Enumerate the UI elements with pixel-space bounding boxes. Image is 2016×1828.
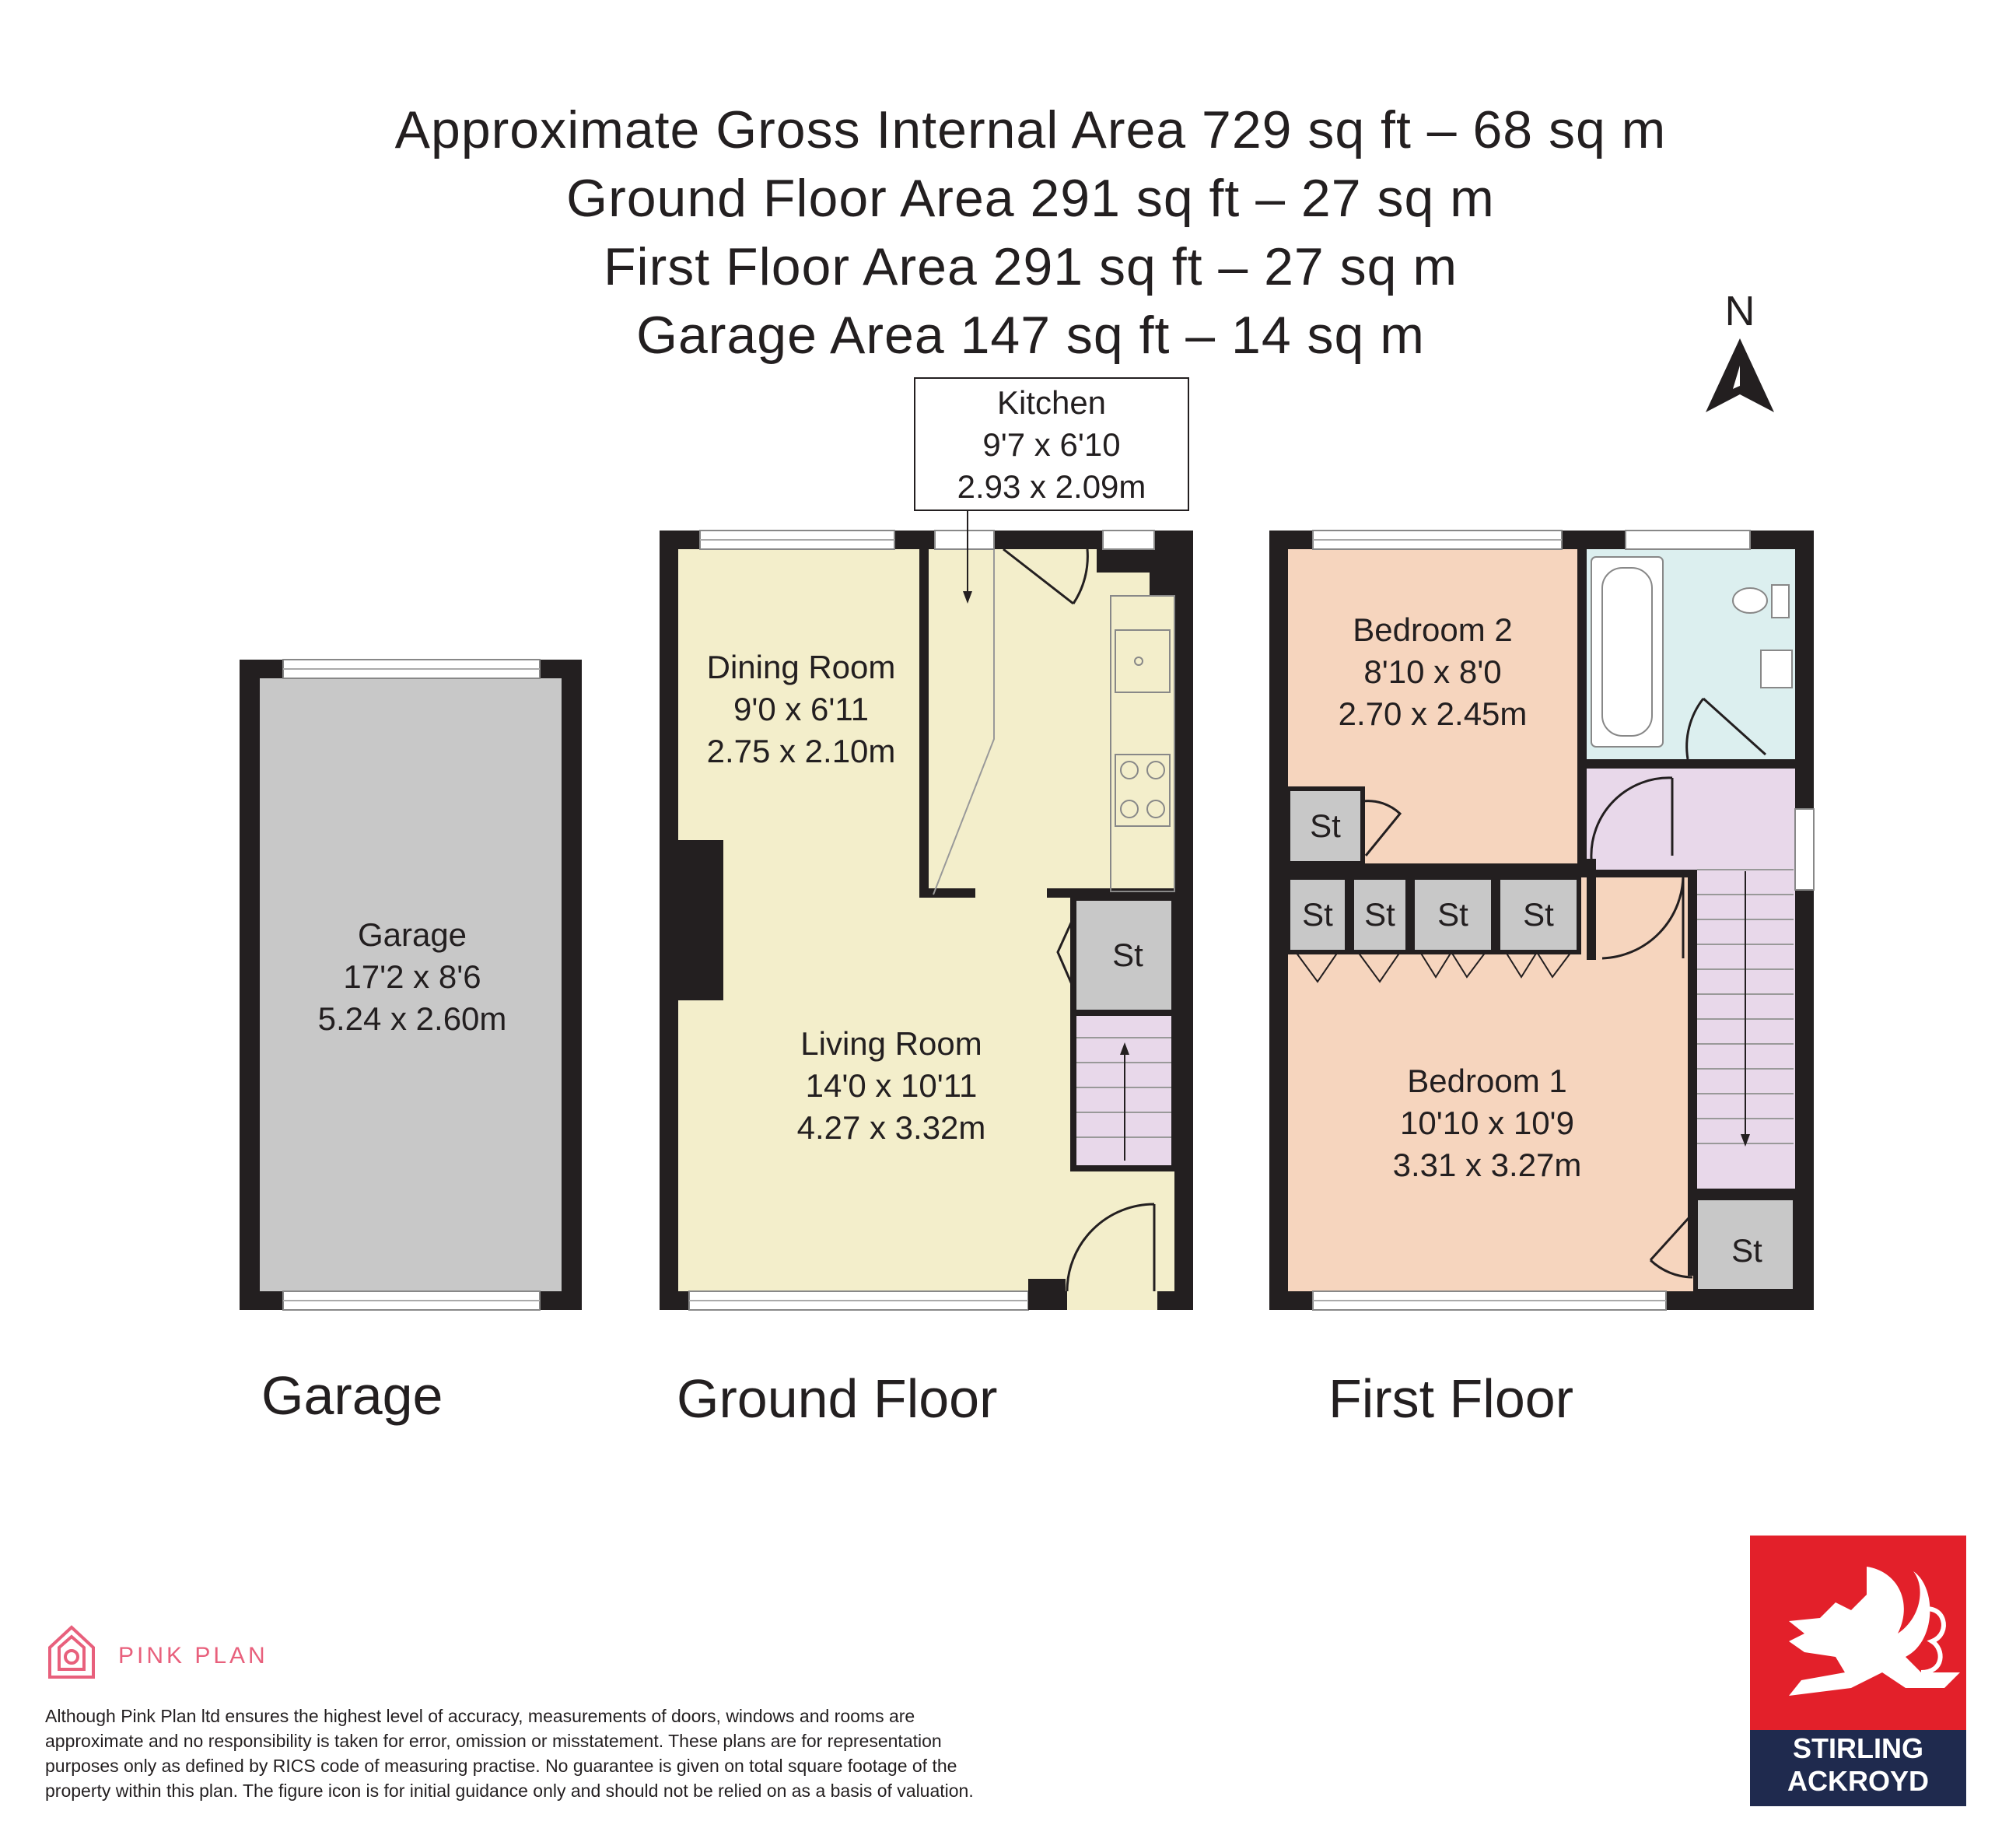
pink-plan-logo <box>50 1627 268 1677</box>
bedroom2-imperial: 8'10 x 8'0 <box>1363 653 1502 690</box>
agent-name-line1: STIRLING <box>1793 1732 1923 1764</box>
bedroom1-imperial: 10'10 x 10'9 <box>1400 1105 1574 1141</box>
gross-area-text: Approximate Gross Internal Area 729 sq ft – 68 sq m <box>394 100 1667 159</box>
first-storage-label-3: St <box>1364 896 1395 933</box>
stirling-ackroyd-logo <box>1750 1536 1966 1806</box>
garage-plan <box>240 660 582 1310</box>
bedroom2-metric: 2.70 x 2.45m <box>1338 695 1528 732</box>
garage-metric: 5.24 x 2.60m <box>317 1000 507 1037</box>
bedroom1-name: Bedroom 1 <box>1407 1063 1567 1099</box>
north-arrow-icon <box>1706 288 1774 412</box>
ground-floor-area-text: Ground Floor Area 291 sq ft – 27 sq m <box>566 169 1495 228</box>
first-floor-area-text: First Floor Area 291 sq ft – 27 sq m <box>603 237 1458 296</box>
disclaimer-line: Although Pink Plan ltd ensures the highest level of accuracy, measurements of doors, windows and rooms are <box>45 1706 915 1726</box>
living-metric: 4.27 x 3.32m <box>796 1109 986 1146</box>
disclaimer <box>45 1704 1165 1803</box>
area-summary <box>395 100 1667 365</box>
agent-name-line2: ACKROYD <box>1787 1765 1930 1797</box>
first-floor-label: First Floor <box>1328 1368 1573 1429</box>
living-name: Living Room <box>800 1025 982 1062</box>
first-storage-label-1: St <box>1310 807 1341 844</box>
ground-floor-plan <box>660 378 1193 1310</box>
kitchen-metric: 2.93 x 2.09m <box>957 468 1146 505</box>
disclaimer-line: property within this plan. The figure icon is for initial guidance only and should not be relied on as a basis of valuation. <box>45 1781 974 1801</box>
disclaimer-line: approximate and no responsibility is taken for error, omission or misstatement. These plans are for representation <box>45 1731 942 1751</box>
ground-floor-label: Ground Floor <box>677 1368 998 1429</box>
first-storage-label-4: St <box>1437 896 1468 933</box>
first-storage-label-2: St <box>1302 896 1333 933</box>
garage-imperial: 17'2 x 8'6 <box>343 958 481 995</box>
living-imperial: 14'0 x 10'11 <box>805 1067 978 1104</box>
landing-area <box>1587 769 1795 870</box>
ground-storage-label: St <box>1112 937 1143 973</box>
first-floor-plan <box>1269 531 1814 1310</box>
dining-name: Dining Room <box>706 649 896 685</box>
dining-metric: 2.75 x 2.10m <box>706 733 896 769</box>
bedroom2-name: Bedroom 2 <box>1353 611 1513 648</box>
north-label: N <box>1724 288 1755 334</box>
kitchen-name: Kitchen <box>996 384 1107 421</box>
dining-imperial: 9'0 x 6'11 <box>733 691 870 727</box>
kitchen-imperial: 9'7 x 6'10 <box>982 426 1121 463</box>
garage-name: Garage <box>357 916 467 953</box>
garage-area-text: Garage Area 147 sq ft – 14 sq m <box>636 306 1425 365</box>
first-storage-label-6: St <box>1731 1232 1762 1269</box>
first-storage-label-5: St <box>1523 896 1554 933</box>
disclaimer-line: purposes only as defined by RICS code of measuring practise. No guarantee is given on total square footage of the <box>45 1756 957 1776</box>
pink-plan-label: PINK PLAN <box>118 1643 268 1669</box>
house-icon <box>50 1627 93 1677</box>
bedroom1-metric: 3.31 x 3.27m <box>1392 1147 1582 1183</box>
garage-floor-label: Garage <box>261 1365 443 1426</box>
